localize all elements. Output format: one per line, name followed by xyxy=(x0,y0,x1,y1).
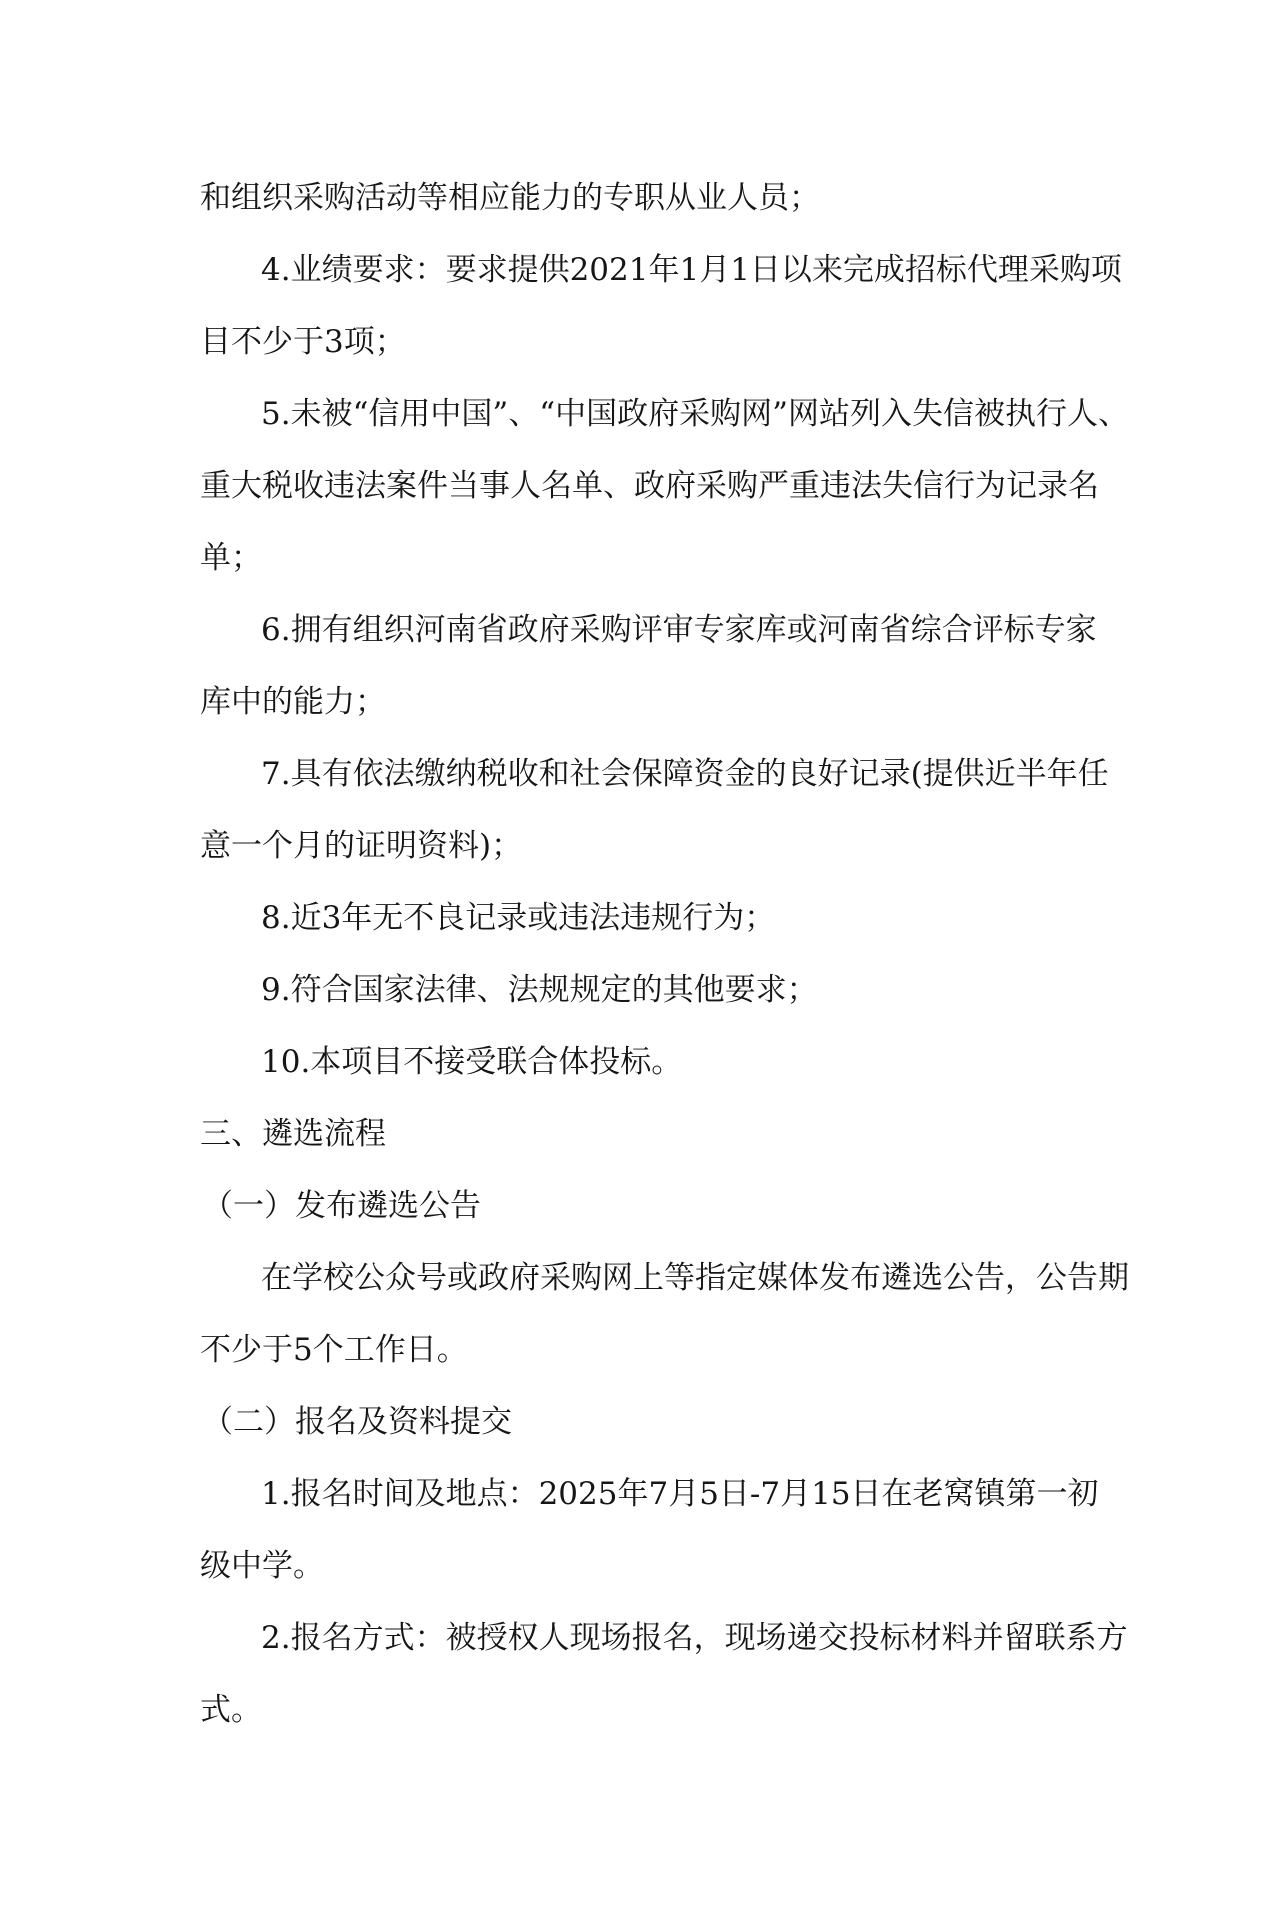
text-line-item-4: 4.业绩要求：要求提供2021年1月1日以来完成招标代理采购项 xyxy=(261,252,1122,288)
subsection-heading-publish-notice: （一）发布遴选公告 xyxy=(202,1188,481,1224)
text-line-item-5-end: 单； xyxy=(200,540,262,576)
text-line-item-8: 8.近3年无不良记录或违法违规行为； xyxy=(261,900,776,936)
text-line-item-5: 5.未被“信用中国”、“中国政府采购网”网站列入失信被执行人、 xyxy=(261,396,1129,432)
text-line-staff-continued: 和组织采购活动等相应能力的专职从业人员； xyxy=(200,180,820,216)
text-line-registration-time: 1.报名时间及地点：2025年7月5日-7月15日在老窝镇第一初 xyxy=(261,1476,1099,1512)
text-line-item-7: 7.具有依法缴纳税收和社会保障资金的良好记录(提供近半年任 xyxy=(261,756,1109,792)
text-line-notice-paragraph-continued: 不少于5个工作日。 xyxy=(200,1332,468,1368)
document-body xyxy=(200,162,1129,1746)
text-line-notice-paragraph: 在学校公众号或政府采购网上等指定媒体发布遴选公告，公告期 xyxy=(261,1260,1129,1296)
text-line-item-10: 10.本项目不接受联合体投标。 xyxy=(261,1044,683,1080)
text-line-registration-method: 2.报名方式：被授权人现场报名，现场递交投标材料并留联系方 xyxy=(261,1620,1128,1656)
section-heading-selection-process: 三、遴选流程 xyxy=(200,1116,386,1152)
text-line-registration-time-continued: 级中学。 xyxy=(200,1548,324,1584)
text-line-item-6: 6.拥有组织河南省政府采购评审专家库或河南省综合评标专家 xyxy=(261,612,1097,648)
text-line-item-9: 9.符合国家法律、法规规定的其他要求； xyxy=(261,972,818,1008)
text-line-item-7-continued: 意一个月的证明资料)； xyxy=(200,828,523,864)
text-line-item-4-continued: 目不少于3项； xyxy=(200,324,406,360)
text-line-item-5-continued: 重大税收违法案件当事人名单、政府采购严重违法失信行为记录名 xyxy=(200,468,1099,504)
text-line-item-6-continued: 库中的能力； xyxy=(200,684,386,720)
text-line-registration-method-continued: 式。 xyxy=(200,1692,262,1728)
subsection-heading-registration: （二）报名及资料提交 xyxy=(202,1404,512,1440)
